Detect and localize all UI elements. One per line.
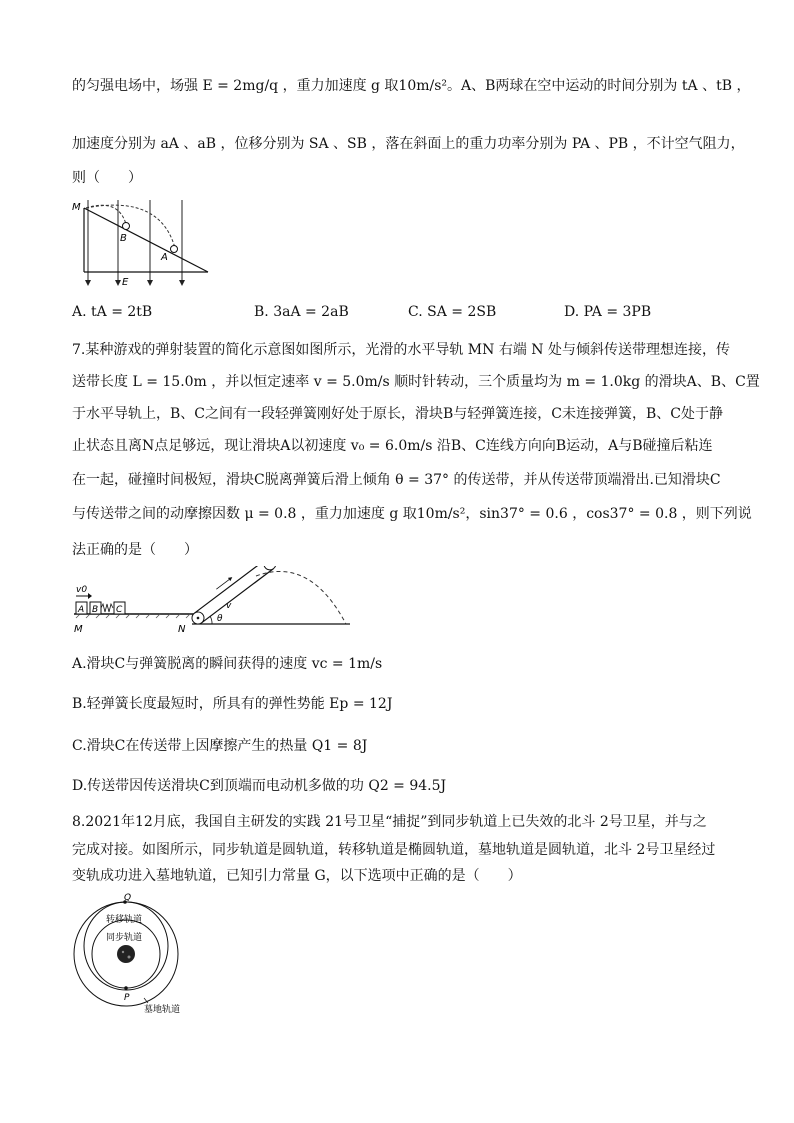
label-theta: θ xyxy=(217,614,223,624)
label-block-c: C xyxy=(116,605,123,615)
label-block-a: A xyxy=(78,605,85,615)
q6-options xyxy=(72,304,732,324)
q6-figure-incline-field xyxy=(70,196,220,290)
q7-text-line-6: 与传送带之间的动摩擦因数 μ = 0.8 ，重力加速度 g 取10m/s²，sin37° = 0.6 ，cos37° = 0.8 ，则下列说 xyxy=(72,506,752,522)
q6-option-b[interactable]: B. 3aA = 2aB xyxy=(254,304,349,320)
label-sync-orbit: 同步轨道 xyxy=(106,933,143,943)
label-transfer-orbit: 转移轨道 xyxy=(106,915,143,925)
q7-option-b[interactable]: B.轻弹簧长度最短时，所具有的弹性势能 Ep = 12J xyxy=(72,696,393,712)
q7-text-line-2: 送带长度 L = 15.0m ，并以恒定速率 v = 5.0m/s 顺时针转动，三个质量均为 m = 1.0kg 的滑块A、B、C置 xyxy=(72,374,760,390)
q7-option-a[interactable]: A.滑块C与弹簧脱离的瞬间获得的速度 vc = 1m/s xyxy=(72,656,383,672)
q6-option-d[interactable]: D. PA = 3PB xyxy=(564,304,652,320)
label-m-point: M xyxy=(74,624,83,635)
q7-text-line-5: 在一起，碰撞时间极短，滑块C脱离弹簧后滑上倾角 θ = 37° 的传送带，并从传送带顶端滑出.已知滑块C xyxy=(72,472,721,488)
q8-text-line-3: 变轨成功进入墓地轨道，已知引力常量 G，以下选项中正确的是（ ） xyxy=(72,868,522,884)
label-v0: v0 xyxy=(76,585,88,595)
q6-text-line-2: 加速度分别为 aA 、aB ，位移分别为 SA 、SB ，落在斜面上的重力功率分别为 PA 、PB ，不计空气阻力， xyxy=(72,136,745,152)
q7-option-c[interactable]: C.滑块C在传送带上因摩擦产生的热量 Q1 = 8J xyxy=(72,738,368,754)
label-n-point: N xyxy=(178,624,186,635)
q7-text-line-3: 于水平导轨上，B、C之间有一段轻弹簧刚好处于原长，滑块B与轻弹簧连接，C未连接弹簧，B、C处于静 xyxy=(72,406,723,422)
label-p: P xyxy=(124,993,130,1003)
label-block-b: B xyxy=(92,605,99,615)
q7-figure-conveyor xyxy=(70,566,360,638)
q6-text-line-3: 则（ ） xyxy=(72,170,142,186)
q8-figure-orbits xyxy=(70,890,200,1020)
q8-text-line-2: 完成对接。如图所示，同步轨道是圆轨道，转移轨道是椭圆轨道，墓地轨道是圆轨道，北斗 2号卫星经过 xyxy=(72,842,716,858)
q8-text-line-1: 8.2021年12月底，我国自主研发的实践 21号卫星“捕捉”到同步轨道上已失效的北斗 2号卫星，并与之 xyxy=(72,814,707,830)
label-q: Q xyxy=(124,893,132,903)
q6-option-a[interactable]: A. tA = 2tB xyxy=(72,304,153,320)
label-v: v xyxy=(226,601,232,611)
label-graveyard-orbit: 墓地轨道 xyxy=(144,1005,181,1015)
label-e: E xyxy=(122,277,129,288)
label-b: B xyxy=(120,233,127,244)
q7-text-line-7: 法正确的是（ ） xyxy=(72,542,198,558)
q6-text-line-1: 的匀强电场中，场强 E = 2mg/q ，重力加速度 g 取10m/s²。A、B两球在空中运动的时间分别为 tA 、tB ， xyxy=(72,78,751,94)
label-a: A xyxy=(161,252,168,263)
q7-text-line-4: 止状态且离N点足够远，现让滑块A以初速度 v₀ = 6.0m/s 沿B、C连线方向向B运动，A与B碰撞后粘连 xyxy=(72,438,713,454)
q7-text-line-1: 7.某种游戏的弹射装置的简化示意图如图所示，光滑的水平导轨 MN 右端 N 处与倾斜传送带理想连接，传 xyxy=(72,342,730,358)
q6-option-c[interactable]: C. SA = 2SB xyxy=(408,304,497,320)
q7-option-d[interactable]: D.传送带因传送滑块C到顶端而电动机多做的功 Q2 = 94.5J xyxy=(72,778,447,794)
label-m: M xyxy=(72,202,81,213)
